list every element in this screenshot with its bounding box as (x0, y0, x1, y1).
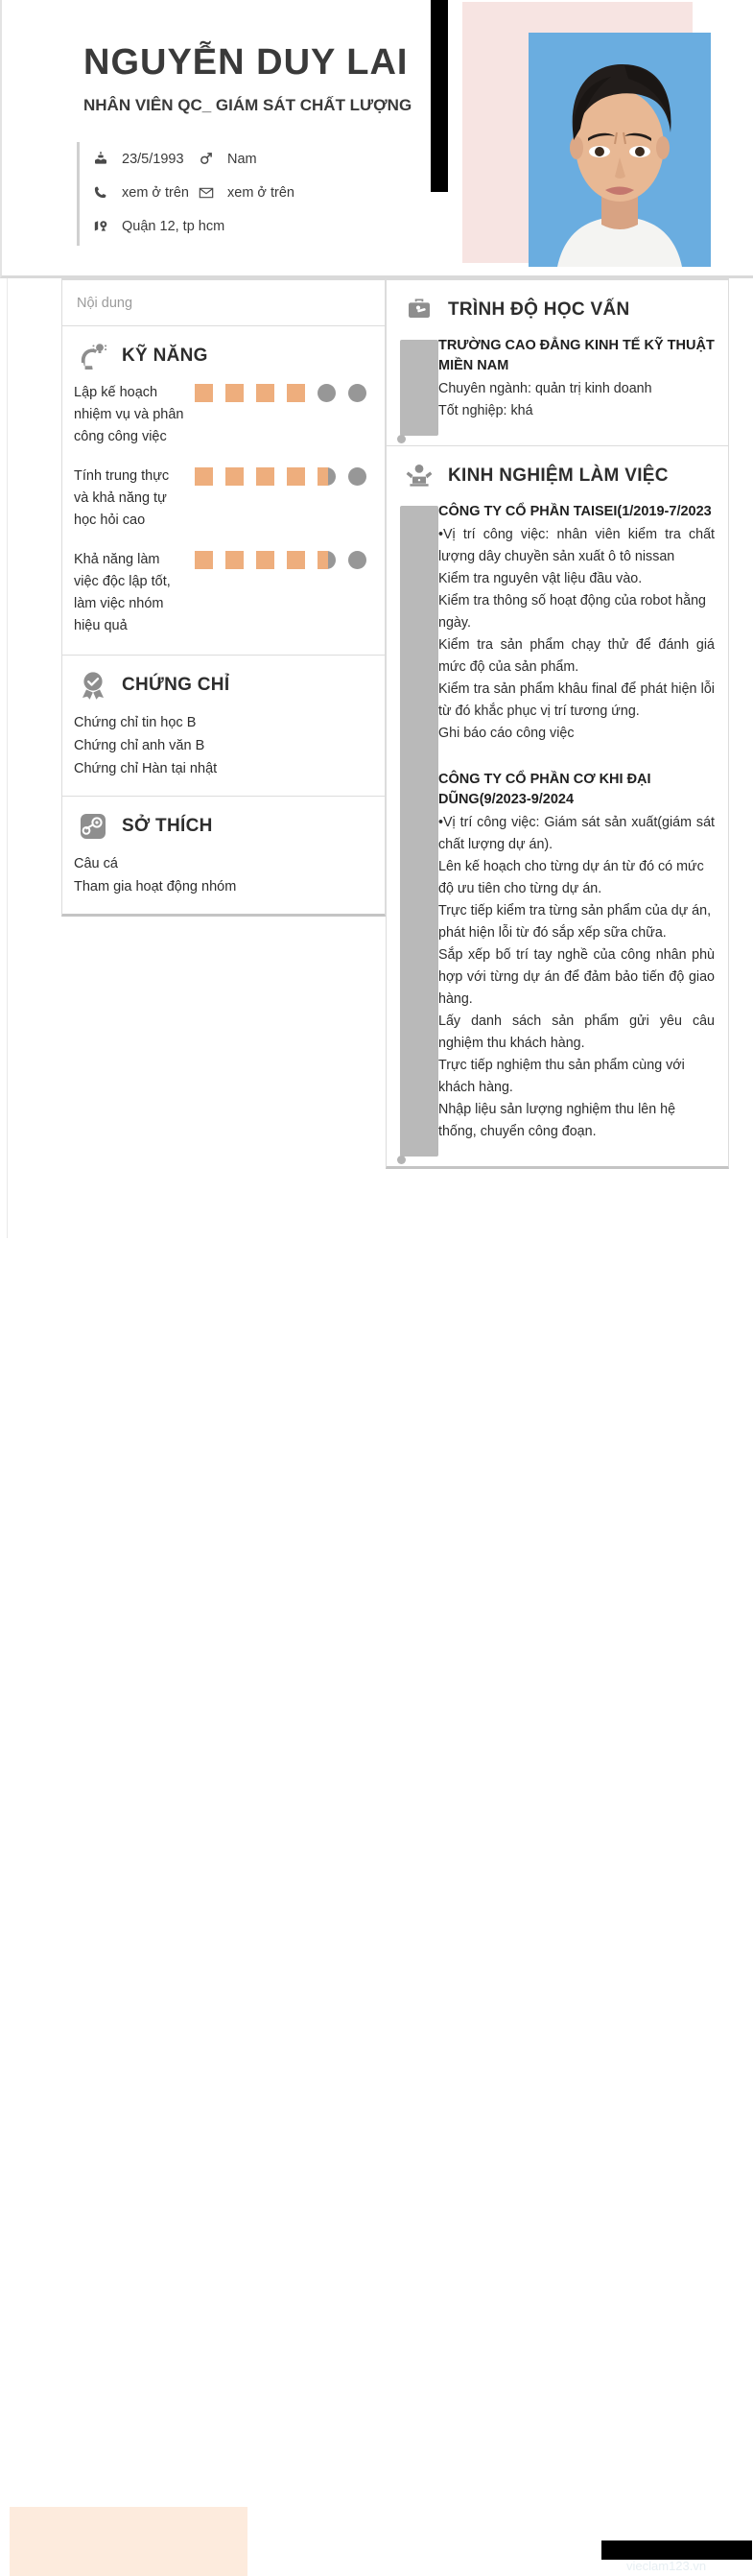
rating-dot (225, 384, 244, 402)
timeline-rail (400, 502, 438, 1157)
skills-section-title: KỸ NĂNG (122, 346, 208, 366)
rating-dot (256, 467, 274, 486)
rating-dot-fill (225, 551, 244, 569)
hobbies-section-title: SỞ THÍCH (122, 816, 213, 836)
education-section (386, 278, 729, 446)
contact-email-value: xem ở trên (227, 184, 294, 201)
job-detail-line: Kiểm tra sản phẩm khâu final để phát hiện lỗi từ đó khắc phục vị trí tương ứng. (438, 681, 715, 719)
hobbies-section (61, 797, 386, 917)
contact-phone (93, 185, 199, 201)
rating-dot (318, 467, 336, 486)
education-section-header (400, 294, 715, 326)
hobbies-list (74, 852, 373, 898)
cv-header (0, 0, 753, 278)
contact-info-block (77, 142, 294, 246)
skills-section (61, 326, 386, 656)
content-input[interactable] (61, 278, 386, 326)
skill-rating-dots (195, 467, 379, 486)
rating-dot (225, 551, 244, 569)
rating-dot-fill (195, 384, 213, 402)
skill-rating-dots (195, 551, 379, 569)
skill-item (74, 382, 373, 448)
job-detail-line: Ghi báo cáo công việc (438, 726, 575, 741)
rating-dot-fill (287, 467, 305, 486)
content-input-placeholder: Nội dung (77, 295, 133, 311)
rating-dot (287, 467, 305, 486)
rating-dot (318, 551, 336, 569)
contact-phone-value: xem ở trên (122, 184, 189, 201)
education-timeline (400, 336, 715, 436)
skill-label: Khả năng làm việc độc lập tốt, làm việc nhóm hiệu quả (74, 552, 171, 633)
experience-section-header (400, 460, 715, 492)
timeline-line (400, 506, 438, 1157)
briefcase-icon (400, 294, 438, 326)
birthday-cake-icon (93, 152, 114, 167)
footer-black-bar (601, 2540, 752, 2560)
contact-gender-value: Nam (227, 151, 257, 167)
rating-dot-fill (287, 384, 305, 402)
skill-label: Lập kế hoạch nhiệm vụ và phân công công việc (74, 385, 184, 444)
phone-icon (93, 185, 114, 200)
job-detail-line: Kiểm tra sản phẩm chạy thử để đánh giá mức độ của sản phẩm. (438, 637, 715, 675)
rating-dot-fill (225, 467, 244, 486)
skill-item (74, 549, 373, 637)
contact-address (93, 219, 224, 234)
skill-item (74, 465, 373, 532)
contact-email (199, 185, 294, 201)
job-title-subtitle: NHÂN VIÊN QC_ GIÁM SÁT CHẤT LƯỢNG (83, 96, 412, 114)
job-detail-line: Lấy danh sách sản phẩm gửi yêu câu nghiệm thu khách hàng. (438, 1014, 715, 1051)
job-detail-line: Trực tiếp kiểm tra từng sản phẩm của dự án, phát hiện lỗi từ đó sắp xếp sữa chữa. (438, 903, 712, 941)
certificates-section (61, 656, 386, 797)
experience-entry-gap (438, 745, 715, 770)
job-detail-line: Sắp xếp bố trí tay nghề của công nhân phù hợp với từng dự án để đảm bảo tiến độ giao hàng. (438, 947, 715, 1007)
skill-label: Tính trung thực và khả năng tự học hỏi cao (74, 468, 170, 528)
experience-entries (438, 502, 715, 1157)
certificate-item: Chứng chỉ tin học B (74, 715, 197, 730)
rating-dot-fill (318, 551, 328, 569)
contact-gender (199, 152, 257, 167)
experience-section-title: KINH NGHIỆM LÀM VIỆC (448, 465, 669, 486)
job-detail-line: Nhập liệu sản lượng nghiệm thu lên hệ thống, chuyển công đoạn. (438, 1102, 676, 1139)
education-school-name: TRƯỜNG CAO ĐẲNG KINH TẾ KỸ THUẬT MIỀN NAM (438, 338, 715, 373)
job-detail-line: •Vị trí công việc: Giám sát sản xuất(giám sát chất lượng dự án). (438, 815, 715, 852)
rating-dot (348, 551, 366, 569)
rating-dot (287, 551, 305, 569)
rating-dot-fill (195, 551, 213, 569)
right-column (386, 278, 753, 1169)
experience-entry (438, 770, 715, 1143)
rating-dot-fill (225, 384, 244, 402)
contact-row (93, 176, 294, 209)
certificates-section-header (74, 669, 373, 702)
experience-entry (438, 502, 715, 745)
hobby-item: Tham gia hoạt động nhóm (74, 879, 237, 894)
rating-dot (348, 467, 366, 486)
rating-dot (287, 384, 305, 402)
content-input-wrapper (61, 278, 386, 326)
skills-section-header (74, 340, 373, 372)
head-lightbulb-icon (74, 340, 112, 372)
cv-body (0, 278, 753, 1288)
certificates-list (74, 711, 373, 780)
award-ribbon-icon (74, 669, 112, 702)
skills-list (74, 382, 373, 637)
rating-dot-fill (256, 467, 274, 486)
page-title: NGUYỄN DUY LAI (83, 42, 409, 83)
skill-rating-dots (195, 384, 379, 402)
company-name: CÔNG TY CỔ PHẦN TAISEI(1/2019-7/2023 (438, 504, 712, 519)
timeline-rail (400, 336, 438, 436)
rating-dot-fill (195, 467, 213, 486)
rating-dot-fill (256, 551, 274, 569)
rating-dot (256, 551, 274, 569)
rating-dot (195, 467, 213, 486)
gender-icon (199, 152, 220, 166)
hobbies-section-header (74, 810, 373, 843)
experience-timeline (400, 502, 715, 1157)
education-section-title: TRÌNH ĐỘ HỌC VẤN (448, 299, 630, 320)
rating-dot (195, 551, 213, 569)
steam-logo-icon (74, 810, 112, 843)
job-detail-line: Kiểm tra thông số hoạt động của robot hằng ngày. (438, 593, 706, 631)
contact-birthday-value: 23/5/1993 (122, 151, 184, 167)
contact-row (93, 142, 294, 176)
job-detail-line: Trực tiếp nghiệm thu sản phẩm cùng với khách hàng. (438, 1058, 685, 1095)
person-laptop-icon (400, 460, 438, 492)
experience-section (386, 446, 729, 1169)
education-detail-line: Tốt nghiệp: khá (438, 403, 533, 418)
rating-dot-fill (318, 467, 328, 486)
education-detail-line: Chuyên ngành: quản trị kinh doanh (438, 381, 652, 396)
rating-dot-fill (256, 384, 274, 402)
timeline-line (400, 340, 438, 436)
rating-dot (225, 467, 244, 486)
watermark-text: vieclam123.vn (626, 2559, 707, 2573)
contact-birthday (93, 152, 199, 167)
left-column (0, 278, 386, 917)
education-entry (438, 336, 715, 436)
job-detail-line: Lên kế hoạch cho từng dự án từ đó có mức độ ưu tiên cho từng dự án. (438, 859, 704, 896)
certificate-item: Chứng chỉ anh văn B (74, 738, 205, 753)
map-pin-icon (93, 219, 114, 234)
certificate-item: Chứng chỉ Hàn tại nhật (74, 761, 218, 776)
contact-address-value: Quận 12, tp hcm (122, 218, 225, 234)
rating-dot (256, 384, 274, 402)
envelope-icon (199, 185, 220, 201)
certificates-section-title: CHỨNG CHỈ (122, 675, 230, 695)
footer-peach-block (10, 2507, 247, 2576)
rating-dot (348, 384, 366, 402)
company-name: CÔNG TY CỔ PHẦN CƠ KHI ĐẠI DŨNG(9/2023-9/2024 (438, 772, 651, 807)
profile-photo (529, 33, 711, 267)
job-detail-line: •Vị trí công việc: nhân viên kiểm tra chất lượng dây chuyền sản xuất ô tô nissan (438, 527, 715, 564)
rating-dot (318, 384, 336, 402)
header-black-accent-bar (431, 0, 448, 192)
rating-dot-fill (287, 551, 305, 569)
rating-dot (195, 384, 213, 402)
job-detail-line: Kiểm tra nguyên vật liệu đầu vào. (438, 571, 643, 586)
hobby-item: Câu cá (74, 856, 118, 871)
contact-row (93, 209, 294, 243)
